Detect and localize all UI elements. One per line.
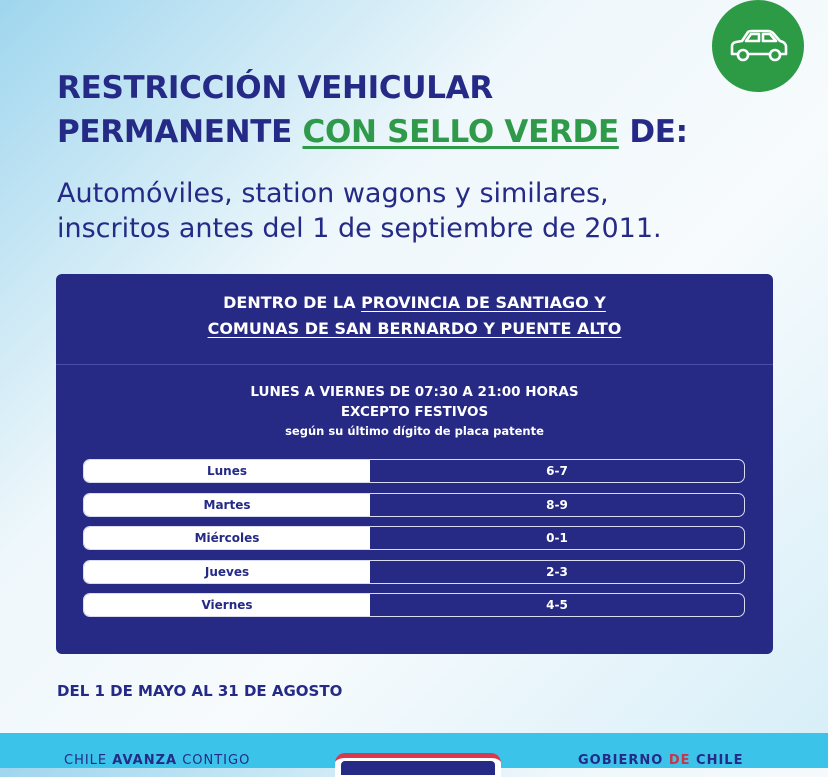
panel-divider — [56, 364, 773, 365]
day-cell: Lunes — [84, 460, 370, 482]
day-cell: Miércoles — [84, 527, 370, 549]
digits-cell: 6-7 — [546, 464, 568, 478]
schedule-info — [56, 382, 773, 440]
subtitle-line2: inscritos antes del 1 de septiembre de 2011. — [57, 213, 662, 244]
subtitle — [57, 176, 797, 246]
gov-part-3: CHILE — [690, 753, 744, 768]
day-cell: Jueves — [84, 561, 370, 583]
schedule-hours: LUNES A VIERNES DE 07:30 A 21:00 HORAS — [250, 384, 579, 400]
slogan-part-3: CONTIGO — [177, 753, 251, 768]
digits-cell: 8-9 — [546, 497, 568, 512]
footer-slogan — [64, 753, 250, 768]
table-row — [83, 459, 745, 483]
table-row — [83, 526, 745, 550]
gov-part-1: GOBIERNO — [578, 753, 669, 768]
zone-prefix: DENTRO DE LA — [223, 293, 362, 312]
day-cell: Martes — [84, 494, 370, 516]
zone-highlight-1: PROVINCIA DE SANTIAGO Y — [361, 293, 606, 312]
government-logo — [335, 753, 501, 777]
title-line1: RESTRICCIÓN VEHICULAR — [57, 70, 493, 106]
digits-cell: 4-5 — [546, 598, 568, 612]
page-title — [57, 66, 797, 154]
day-cell: Viernes — [84, 594, 370, 616]
footer-bar — [0, 733, 828, 768]
title-highlight: CON SELLO VERDE — [302, 114, 619, 150]
digits-cell: 2-3 — [546, 564, 568, 579]
validity-period: DEL 1 DE MAYO AL 31 DE AGOSTO — [57, 682, 343, 700]
subtitle-line1: Automóviles, station wagons y similares, — [57, 178, 609, 209]
table-row — [83, 560, 745, 584]
zone-highlight-2: COMUNAS DE SAN BERNARDO Y PUENTE ALTO — [207, 319, 622, 338]
footer-government — [578, 753, 743, 768]
schedule-exception: EXCEPTO FESTIVOS — [340, 404, 489, 420]
restriction-table — [83, 459, 745, 627]
slogan-part-1: CHILE — [64, 753, 113, 768]
slogan-part-2: AVANZA — [112, 753, 178, 768]
zone-heading — [56, 290, 773, 342]
gov-part-2: DE — [668, 753, 691, 768]
digits-cell: 0-1 — [546, 531, 568, 545]
car-icon — [726, 26, 790, 66]
schedule-note: según su último dígito de placa patente — [285, 424, 544, 438]
table-row — [83, 493, 745, 517]
title-line2-prefix: PERMANENTE — [57, 114, 303, 150]
table-row — [83, 593, 745, 617]
restriction-panel — [56, 274, 773, 654]
title-line2-suffix: DE: — [618, 114, 688, 150]
